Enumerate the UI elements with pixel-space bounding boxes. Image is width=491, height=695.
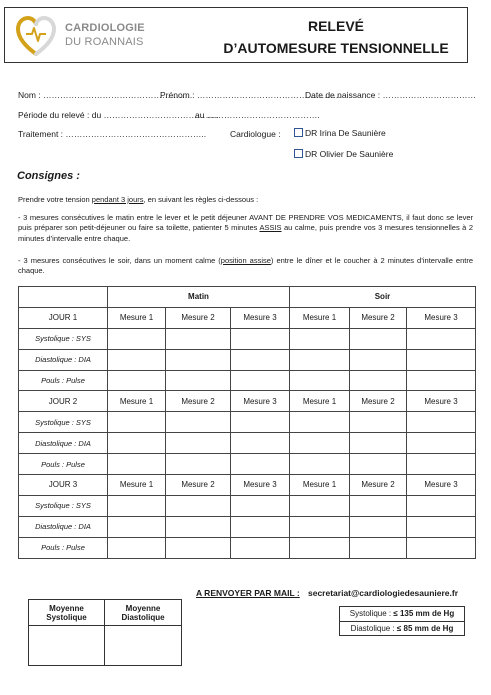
table-row xyxy=(19,433,476,454)
measure-type-label: Pouls : Pulse xyxy=(19,370,108,391)
mesure-header: Mesure 3 xyxy=(231,307,290,328)
measure-input-cell[interactable] xyxy=(108,349,166,370)
measure-input-cell[interactable] xyxy=(166,516,231,537)
renvoyer-label: A RENVOYER PAR MAIL : xyxy=(196,588,300,598)
measure-type-label: Diastolique : DIA xyxy=(19,433,108,454)
consignes-title: Consignes : xyxy=(17,170,80,182)
measure-input-cell[interactable] xyxy=(407,495,476,516)
mesure-header: Mesure 3 xyxy=(407,391,476,412)
measure-input-cell[interactable] xyxy=(108,454,166,475)
mesure-header: Mesure 1 xyxy=(108,307,166,328)
moyenne-systolique-header: Moyenne Systolique xyxy=(29,600,105,626)
mesure-header: Mesure 3 xyxy=(407,307,476,328)
mesure-header: Mesure 1 xyxy=(108,475,166,496)
mesure-header: Mesure 2 xyxy=(166,391,231,412)
mesure-header: Mesure 3 xyxy=(231,475,290,496)
measure-input-cell[interactable] xyxy=(231,412,290,433)
moyenne-systolique-cell[interactable] xyxy=(29,626,105,666)
jour-label: JOUR 2 xyxy=(19,391,108,412)
measure-input-cell[interactable] xyxy=(290,412,350,433)
measure-input-cell[interactable] xyxy=(350,370,407,391)
table-row xyxy=(19,537,476,558)
measure-input-cell[interactable] xyxy=(407,454,476,475)
jour-row xyxy=(19,307,476,328)
measure-input-cell[interactable] xyxy=(166,328,231,349)
moyenne-diastolique-cell[interactable] xyxy=(105,626,182,666)
mesure-header: Mesure 1 xyxy=(290,307,350,328)
measure-input-cell[interactable] xyxy=(407,433,476,454)
measure-input-cell[interactable] xyxy=(350,328,407,349)
mesure-header: Mesure 2 xyxy=(350,307,407,328)
mesure-header: Mesure 1 xyxy=(290,391,350,412)
measure-input-cell[interactable] xyxy=(407,516,476,537)
measure-input-cell[interactable] xyxy=(231,370,290,391)
measure-input-cell[interactable] xyxy=(231,349,290,370)
document-title-line1: RELEVÉ xyxy=(307,18,364,34)
measure-type-label: Pouls : Pulse xyxy=(19,454,108,475)
email-address[interactable]: secretariat@cardiologiedesauniere.fr xyxy=(308,588,459,598)
mesure-header: Mesure 2 xyxy=(350,475,407,496)
measure-input-cell[interactable] xyxy=(350,516,407,537)
measure-input-cell[interactable] xyxy=(166,454,231,475)
measure-type-label: Diastolique : DIA xyxy=(19,349,108,370)
measure-input-cell[interactable] xyxy=(231,516,290,537)
measure-input-cell[interactable] xyxy=(108,495,166,516)
measure-input-cell[interactable] xyxy=(108,433,166,454)
measure-input-cell[interactable] xyxy=(166,349,231,370)
measure-input-cell[interactable] xyxy=(350,495,407,516)
measure-input-cell[interactable] xyxy=(108,370,166,391)
table-header-row xyxy=(19,287,476,308)
matin-header: Matin xyxy=(108,287,290,308)
measure-input-cell[interactable] xyxy=(108,328,166,349)
measure-input-cell[interactable] xyxy=(166,370,231,391)
measure-input-cell[interactable] xyxy=(290,495,350,516)
mesure-header: Mesure 3 xyxy=(407,475,476,496)
measure-input-cell[interactable] xyxy=(407,370,476,391)
mesure-header: Mesure 3 xyxy=(231,391,290,412)
consignes-intro: Prendre votre tension pendant 3 jours, en suivant les règles ci-dessous : xyxy=(18,195,259,204)
document-title-line2: D’AUTOMESURE TENSIONNELLE xyxy=(223,40,449,56)
prenom-field[interactable]: Prénom : …………………………………………… xyxy=(160,90,342,100)
dr2-option[interactable] xyxy=(294,149,393,159)
mesure-header: Mesure 2 xyxy=(166,475,231,496)
measure-input-cell[interactable] xyxy=(290,433,350,454)
measure-input-cell[interactable] xyxy=(290,454,350,475)
measure-input-cell[interactable] xyxy=(166,412,231,433)
logo-line2: DU ROANNAIS xyxy=(65,36,144,48)
nom-field[interactable]: Nom : …………………………………………….. xyxy=(18,90,193,100)
header-box xyxy=(4,7,468,63)
table-row xyxy=(19,454,476,475)
consignes-soir: - 3 mesures consécutives le soir, dans un moment calme (position assise) entre le dîner et le coucher à 2 minutes d’intervalle entre chaque. xyxy=(18,256,473,276)
dr1-label: DR Irina De Saunière xyxy=(305,128,386,138)
measure-input-cell[interactable] xyxy=(290,537,350,558)
measure-input-cell[interactable] xyxy=(290,328,350,349)
tension-table xyxy=(18,286,476,559)
table-row xyxy=(19,516,476,537)
measure-input-cell[interactable] xyxy=(166,433,231,454)
jour-row xyxy=(19,391,476,412)
measure-input-cell[interactable] xyxy=(350,412,407,433)
consignes-matin: - 3 mesures consécutives le matin entre le lever et le petit déjeuner AVANT DE PRENDRE VOS MEDICAMENTS, il faut donc se lever puis préparer son petit-déjeuner ou faire sa toilette, patienter 5 minutes ASSIS au calme, puis prendre vos 3 mesures tensionnelles à 2 minutes d’intervalle entre chaque. xyxy=(18,213,473,243)
measure-type-label: Diastolique : DIA xyxy=(19,516,108,537)
measure-input-cell[interactable] xyxy=(350,349,407,370)
traitement-field[interactable]: Traitement : ………………………………………….. xyxy=(18,129,207,139)
mesure-header: Mesure 2 xyxy=(350,391,407,412)
cardiologue-label: Cardiologue : xyxy=(230,129,281,139)
mesure-header: Mesure 1 xyxy=(290,475,350,496)
dr1-option[interactable] xyxy=(294,128,386,138)
norms-box xyxy=(339,606,465,636)
jour-label: JOUR 1 xyxy=(19,307,108,328)
table-row xyxy=(19,328,476,349)
measure-type-label: Pouls : Pulse xyxy=(19,537,108,558)
table-row xyxy=(19,349,476,370)
table-row xyxy=(19,412,476,433)
measure-input-cell[interactable] xyxy=(231,495,290,516)
measure-input-cell[interactable] xyxy=(231,433,290,454)
table-row xyxy=(19,495,476,516)
measure-input-cell[interactable] xyxy=(290,370,350,391)
mesure-header: Mesure 1 xyxy=(108,391,166,412)
naissance-field[interactable]: Date de naissance : …………………………… xyxy=(305,90,476,100)
jour-label: JOUR 3 xyxy=(19,475,108,496)
measure-input-cell[interactable] xyxy=(407,412,476,433)
measure-input-cell[interactable] xyxy=(407,349,476,370)
measure-input-cell[interactable] xyxy=(290,349,350,370)
measure-input-cell[interactable] xyxy=(350,537,407,558)
measure-input-cell[interactable] xyxy=(407,328,476,349)
measure-input-cell[interactable] xyxy=(290,516,350,537)
measure-type-label: Systolique : SYS xyxy=(19,412,108,433)
soir-header: Soir xyxy=(290,287,476,308)
norm-diastolique: Diastolique : ≤ 85 mm de Hg xyxy=(350,624,454,633)
measure-input-cell[interactable] xyxy=(231,328,290,349)
measure-input-cell[interactable] xyxy=(166,495,231,516)
measure-input-cell[interactable] xyxy=(231,454,290,475)
measure-type-label: Systolique : SYS xyxy=(19,495,108,516)
moyenne-table xyxy=(28,599,182,666)
checkbox-dr2[interactable] xyxy=(294,149,303,158)
heart-logo-icon xyxy=(15,14,57,58)
measure-input-cell[interactable] xyxy=(407,537,476,558)
periode-du-field[interactable]: Période du relevé : du ………………………………….. xyxy=(18,110,219,120)
table-row xyxy=(19,370,476,391)
measure-input-cell[interactable] xyxy=(108,516,166,537)
measure-input-cell[interactable] xyxy=(166,537,231,558)
measure-input-cell[interactable] xyxy=(108,412,166,433)
measure-input-cell[interactable] xyxy=(231,537,290,558)
norm-systolique: Systolique : ≤ 135 mm de Hg xyxy=(340,607,464,622)
measure-input-cell[interactable] xyxy=(108,537,166,558)
mesure-header: Mesure 2 xyxy=(166,307,231,328)
checkbox-dr1[interactable] xyxy=(294,128,303,137)
measure-type-label: Systolique : SYS xyxy=(19,328,108,349)
jour-row xyxy=(19,475,476,496)
table-corner xyxy=(19,287,108,308)
moyenne-diastolique-header: Moyenne Diastolique xyxy=(105,600,182,626)
dr2-label: DR Olivier De Saunière xyxy=(305,149,394,159)
periode-au-field[interactable]: au …………………………………. xyxy=(195,110,320,120)
measure-input-cell[interactable] xyxy=(350,433,407,454)
logo-line1: CARDIOLOGIE xyxy=(65,22,145,34)
measure-input-cell[interactable] xyxy=(350,454,407,475)
